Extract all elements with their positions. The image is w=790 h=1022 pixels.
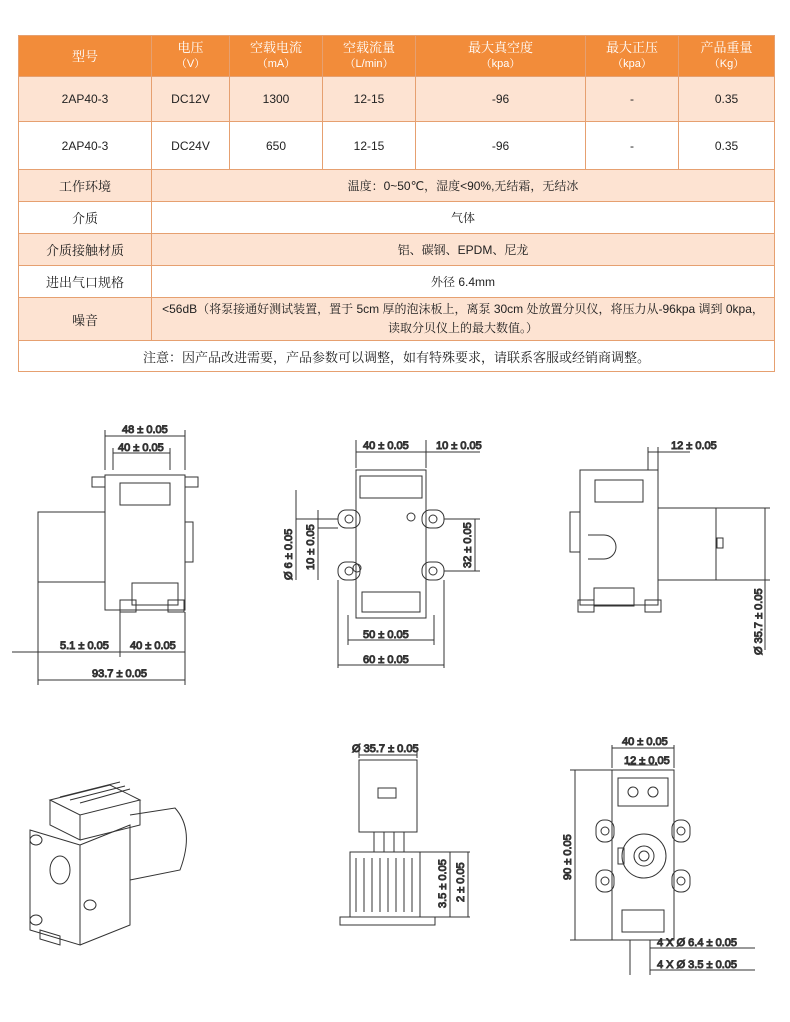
port-label: 进出气口规格	[19, 266, 152, 298]
dim-4x-diameter-3-5: 4 X Ø 3.5 ± 0.05	[657, 959, 738, 971]
table-row	[19, 77, 775, 122]
cell-model: 2AP40-3	[19, 122, 152, 170]
dim-4x-diameter-6-4: 4 X Ø 6.4 ± 0.05	[657, 937, 738, 949]
header-pressure: 最大正压 （kpa）	[586, 36, 679, 77]
cell-weight: 0.35	[679, 77, 775, 122]
dim-diameter-6: Ø 6 ± 0.05	[283, 528, 295, 580]
cell-weight: 0.35	[679, 122, 775, 170]
dim-diameter-35-7: Ø 35.7 ± 0.05	[753, 588, 765, 655]
port-row	[19, 266, 775, 298]
drawing-rear-view	[570, 447, 770, 650]
cell-flow: 12-15	[323, 122, 416, 170]
env-row	[19, 170, 775, 202]
material-value: 铝、碳钢、EPDM、尼龙	[152, 234, 775, 266]
technical-drawings	[0, 380, 790, 1022]
env-label: 工作环境	[19, 170, 152, 202]
medium-label: 介质	[19, 202, 152, 234]
cell-vacuum: -96	[416, 77, 586, 122]
dim-40: 40 ± 0.05	[363, 440, 409, 452]
noise-value: <56dB（将泵接通好测试装置，置于 5cm 厚的泡沫板上，离泵 30cm 处放置分贝仪，将压力从-96kpa 调到 0kpa，读取分贝仪上的最大数值。）	[152, 298, 775, 341]
dim-5-1: 5.1 ± 0.05	[60, 640, 109, 652]
cell-pressure: -	[586, 77, 679, 122]
header-voltage: 电压 （V）	[152, 36, 230, 77]
cell-vacuum: -96	[416, 122, 586, 170]
env-value: 温度：0~50℃，湿度<90%,无结霜，无结冰	[152, 170, 775, 202]
note-text: 注意：因产品改进需要，产品参数可以调整，如有特殊要求，请联系客服或经销商调整。	[19, 341, 775, 372]
dim-40-bottom: 40 ± 0.05	[130, 640, 176, 652]
table-row	[19, 122, 775, 170]
dim-12: 12 ± 0.05	[671, 440, 717, 452]
dim-10-vertical: 10 ± 0.05	[305, 524, 317, 570]
dim-32: 32 ± 0.05	[462, 522, 474, 568]
dim-bottom-12: 12 ± 0.05	[624, 755, 670, 767]
header-vacuum: 最大真空度 （kpa）	[416, 36, 586, 77]
dim-40-top: 40 ± 0.05	[118, 442, 164, 454]
dim-top-diameter-35-7: Ø 35.7 ± 0.05	[352, 743, 419, 755]
dim-10: 10 ± 0.05	[436, 440, 482, 452]
header-current: 空载电流 （mA）	[230, 36, 323, 77]
cell-pressure: -	[586, 122, 679, 170]
cell-current: 650	[230, 122, 323, 170]
cell-model: 2AP40-3	[19, 77, 152, 122]
cell-flow: 12-15	[323, 77, 416, 122]
material-row	[19, 234, 775, 266]
dim-2: 2 ± 0.05	[455, 862, 467, 902]
dim-93-7: 93.7 ± 0.05	[92, 668, 147, 680]
header-weight: 产品重量 （Kg）	[679, 36, 775, 77]
material-label: 介质接触材质	[19, 234, 152, 266]
cell-current: 1300	[230, 77, 323, 122]
header-flow: 空载流量 （L/min）	[323, 36, 416, 77]
noise-label: 噪音	[19, 298, 152, 341]
dim-3-5: 3.5 ± 0.05	[437, 859, 449, 908]
spec-table	[18, 35, 775, 372]
medium-value: 气体	[152, 202, 775, 234]
dim-60: 60 ± 0.05	[363, 654, 409, 666]
drawing-top-view	[340, 750, 470, 925]
drawing-isometric-view	[30, 782, 186, 945]
note-row	[19, 341, 775, 372]
cell-voltage: DC12V	[152, 77, 230, 122]
medium-row	[19, 202, 775, 234]
dim-48: 48 ± 0.05	[122, 424, 168, 436]
noise-row	[19, 298, 775, 341]
port-value: 外径 6.4mm	[152, 266, 775, 298]
dim-50: 50 ± 0.05	[363, 629, 409, 641]
dim-90: 90 ± 0.05	[562, 834, 574, 880]
header-model: 型号	[19, 36, 152, 77]
cell-voltage: DC24V	[152, 122, 230, 170]
header-row	[19, 36, 775, 77]
dim-bottom-40: 40 ± 0.05	[622, 736, 668, 748]
